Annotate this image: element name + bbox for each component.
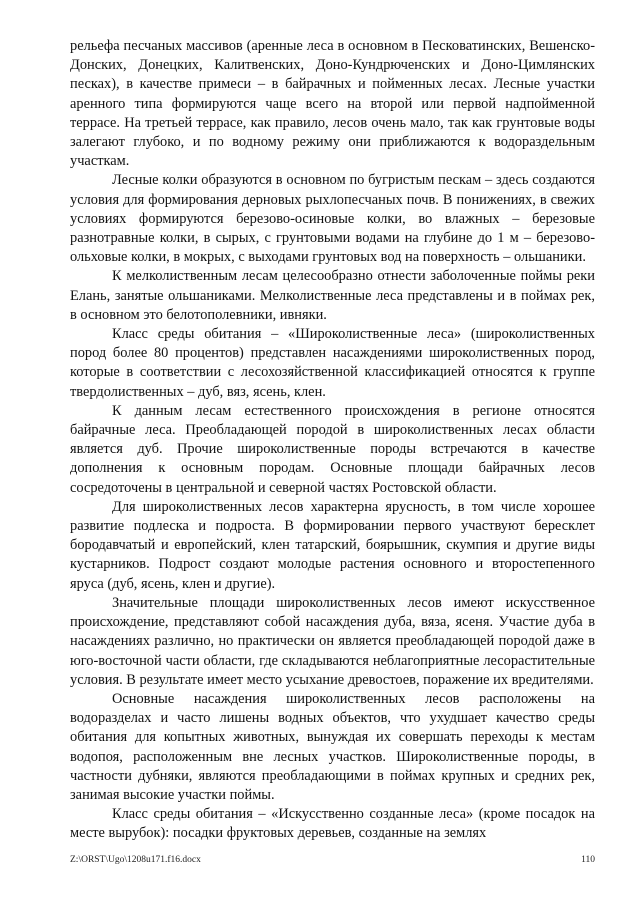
paragraph-arenny-forests: рельефа песчаных массивов (аренные леса в основном в Песковатинских, Вешенско-Донских, Донецких, Калитвенских, Доно-Кундрюченских и Доно-Цимлянских песках), в качестве примеси – в байрачных и пойменных лесах. Лесные участки аренного типа формируются чаще всего на второй или первой надпойменной террасе. На третьей террасе, как правило, лесов очень мало, так как грунтовые воды залегают глубоко, и по водному режиму они приближаются к водораздельным участкам.: [70, 38, 595, 170]
paragraph-bayrach-forests: К данным лесам естественного происхождения в регионе относятся байрачные леса. Преобладающей породой в широколиственных лесах области является дуб. Прочие широколиственные породы встречаются в качестве дополнения к основным породам. Основные площади байрачных лесов сосредоточены в центральной и северной частях Ростовской области.: [70, 402, 595, 496]
paragraph-artificial-forests-class: Класс среды обитания – «Искусственно созданные леса» (кроме посадок на месте вырубок): посадки фруктовых деревьев, созданные на землях: [70, 806, 595, 842]
document-body: [70, 37, 595, 844]
paragraph-artificial-origin: Значительные площади широколиственных лесов имеют искусственное происхождение, представляют собой насаждения дуба, вяза, ясеня. Участие дуба в насаждениях различно, но практически он является преобладающей породой даже в юго-восточной части области, где складываются неблагоприятные лесорастительные условия. В результате имеет место усыхание древостоев, поражение их вредителями.: [70, 594, 595, 688]
page-footer: [70, 855, 595, 865]
paragraph-broad-leaved-class: Класс среды обитания – «Широколиственные леса» (широколиственных пород более 80 процентов) представлен насаждениями широколиственных пород, которые в соответствии с лесохозяйственной классификацией относятся к группе твердолиственных – дуб, вяз, ясень, клен.: [70, 326, 595, 400]
paragraph-forest-kolki: Лесные колки образуются в основном по бугристым пескам – здесь создаются условия для формирования дерновых рыхлопесчаных почв. В понижениях, в свежих условиях формируются березово-осиновые колки, во влажных – березовые разнотравные колки, в сырых, с грунтовыми водами на глубине до 1 м – березово-ольховые колки, в мокрых, с выходами грунтовых вод на поверхность – ольшаники.: [70, 172, 595, 266]
paragraph-forest-layers: Для широколиственных лесов характерна ярусность, в том числе хорошее развитие подлеска и подроста. В формировании первого участвуют бересклет бородавчатый и европейский, клен татарский, боярышник, скумпия и другие виды кустарников. Подрост создают молодые растения основного и второстепенного яруса (дуб, ясень, клен и другие).: [70, 498, 595, 592]
paragraph-small-leaved-forests: К мелколиственным лесам целесообразно отнести заболоченные поймы реки Елань, занятые ольшаниками. Мелколиственные леса представлены и в поймах рек, в основном это белотополевники, ивняки.: [70, 268, 595, 323]
paragraph-watershed-stands: Основные насаждения широколиственных лесов расположены на водоразделах и часто лишены водных объектов, что ухудшает качество среды обитания для копытных животных, вынуждая их совершать переходы к местам водопоя, расположенным вне лесных участков. Широколиственные породы, в частности дубняки, являются преобладающими в поймах крупных и средних рек, занимая высокие участки поймы.: [70, 690, 595, 803]
page-number: 110: [581, 855, 595, 865]
file-path: Z:\ORST\Ugo\1208u171.f16.docx: [70, 855, 201, 865]
